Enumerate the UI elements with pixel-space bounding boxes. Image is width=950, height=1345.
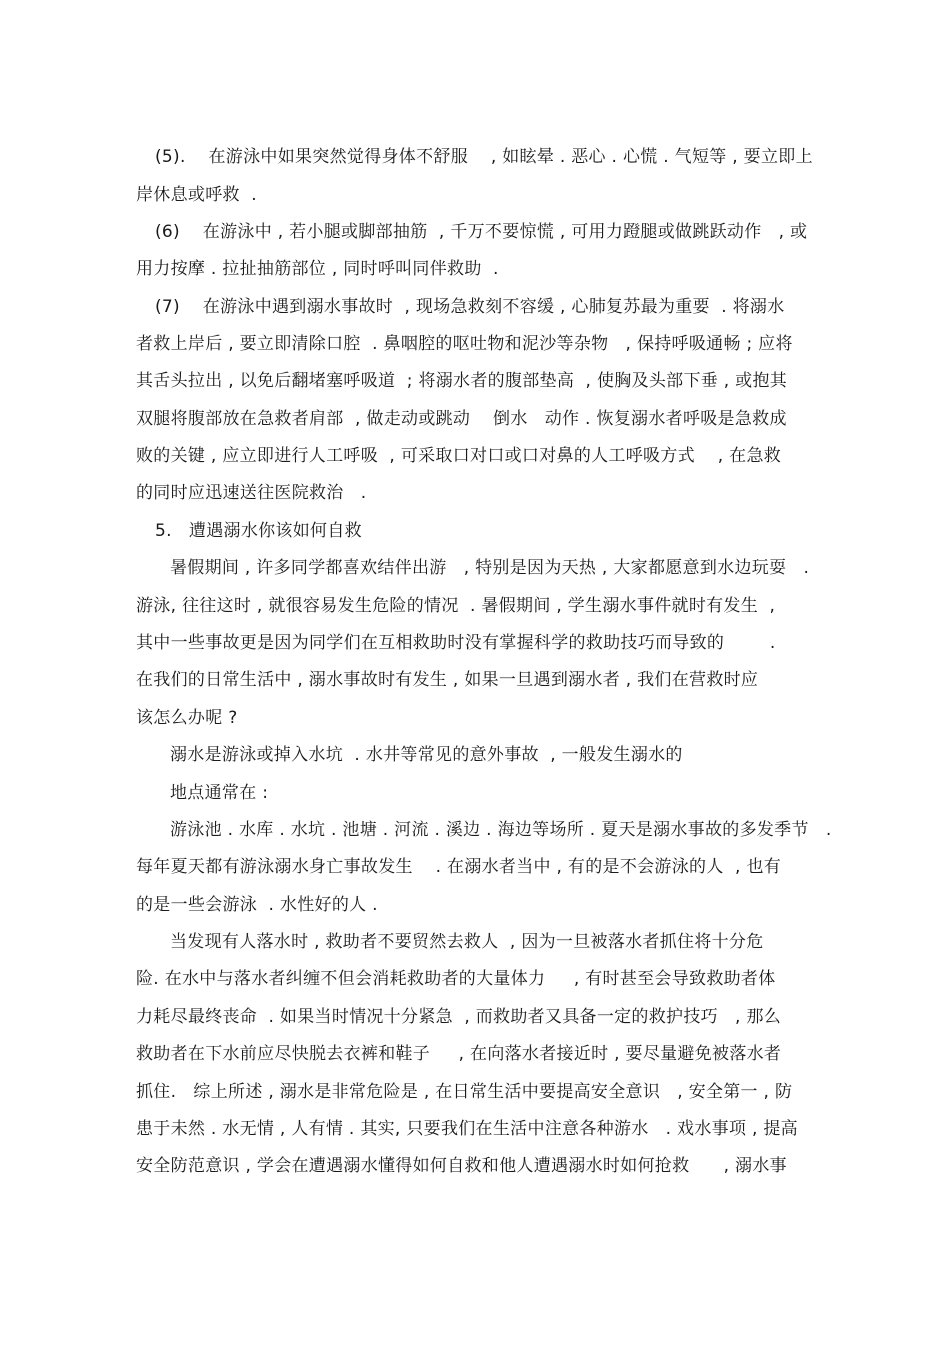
text-line: 救助者在下水前应尽快脱去衣裤和鞋子 , 在向落水者接近时 , 要尽量避免被落水者 (136, 1044, 782, 1064)
text-line: 该怎么办呢 ? (136, 708, 238, 728)
text-line: 游泳, 往往这时 , 就很容易发生危险的情况 . 暑假期间 , 学生溺水事件就时有发生 , (136, 596, 776, 616)
text-line: 安全防范意识 , 学会在遭遇溺水懂得如何自救和他人遭遇溺水时如何抢救 , 溺水事 (136, 1156, 787, 1176)
text-line: 的同时应迅速送往医院救治 . (136, 483, 367, 503)
text-line: 游泳池 . 水库 . 水坑 . 池塘 . 河流 . 溪边 . 海边等场所 . 夏天是溺水事故的多发季节 . (170, 820, 832, 840)
section-heading: 5. 遭遇溺水你该如何自救 (155, 521, 362, 541)
text-line: 岸休息或呼救 . (136, 185, 257, 205)
text-line: 在我们的日常生活中 , 溺水事故时有发生 , 如果一旦遇到溺水者 , 我们在营救时应 (136, 670, 759, 690)
text-line: 用力按摩 . 拉扯抽筋部位 , 同时呼叫同伴救助 . (136, 259, 499, 279)
text-line: 抓住. 综上所述 , 溺水是非常危险是 , 在日常生活中要提高安全意识 , 安全第一 , 防 (136, 1082, 793, 1102)
text-line: 险. 在水中与落水者纠缠不但会消耗救助者的大量体力 , 有时甚至会导致救助者体 (136, 969, 776, 989)
text-line: 败的关键 , 应立即进行人工呼吸 , 可采取口对口或口对鼻的人工呼吸方式 , 在急救 (136, 446, 782, 466)
text-line: 其舌头拉出 , 以免后翻堵塞呼吸道 ; 将溺水者的腹部垫高 , 使胸及头部下垂 , 或抱其 (136, 371, 788, 391)
text-line: 溺水是游泳或掉入水坑 . 水井等常见的意外事故 , 一般发生溺水的 (170, 745, 683, 765)
text-line: 地点通常在 : (170, 783, 269, 803)
text-line: 双腿将腹部放在急救者肩部 , 做走动或跳动 倒水 动作 . 恢复溺水者呼吸是急救成 (136, 409, 787, 429)
text-line: (6) 在游泳中 , 若小腿或脚部抽筋 , 千万不要惊慌 , 可用力蹬腿或做跳跃动作 , 或 (155, 222, 808, 242)
text-line: 每年夏天都有游泳溺水身亡事故发生 . 在溺水者当中 , 有的是不会游泳的人 , 也有 (136, 857, 782, 877)
text-line: 患于未然 . 水无情 , 人有情 . 其实, 只要我们在生活中注意各种游水 . 戏水事项 , 提高 (136, 1119, 798, 1139)
text-line: (7) 在游泳中遇到溺水事故时 , 现场急救刻不容缓 , 心肺复苏最为重要 . 将溺水 (155, 297, 785, 317)
text-line: 当发现有人落水时 , 救助者不要贸然去救人 , 因为一旦被落水者抓住将十分危 (170, 932, 764, 952)
text-line: (5). 在游泳中如果突然觉得身体不舒服 , 如眩晕 . 恶心 . 心慌 . 气短等 , 要立即上 (155, 147, 813, 167)
text-line: 者救上岸后 , 要立即清除口腔 . 鼻咽腔的呕吐物和泥沙等杂物 , 保持呼吸通畅 ; 应将 (136, 334, 793, 354)
text-line: 暑假期间 , 许多同学都喜欢结伴出游 , 特别是因为天热 , 大家都愿意到水边玩耍 . (170, 558, 810, 578)
text-line: 力耗尽最终丧命 . 如果当时情况十分紧急 , 而救助者又具备一定的救护技巧 , 那么 (136, 1007, 782, 1027)
text-line: 的是一些会游泳 . 水性好的人 . (136, 895, 378, 915)
text-line: 其中一些事故更是因为同学们在互相救助时没有掌握科学的救助技巧而导致的 . (136, 633, 776, 653)
